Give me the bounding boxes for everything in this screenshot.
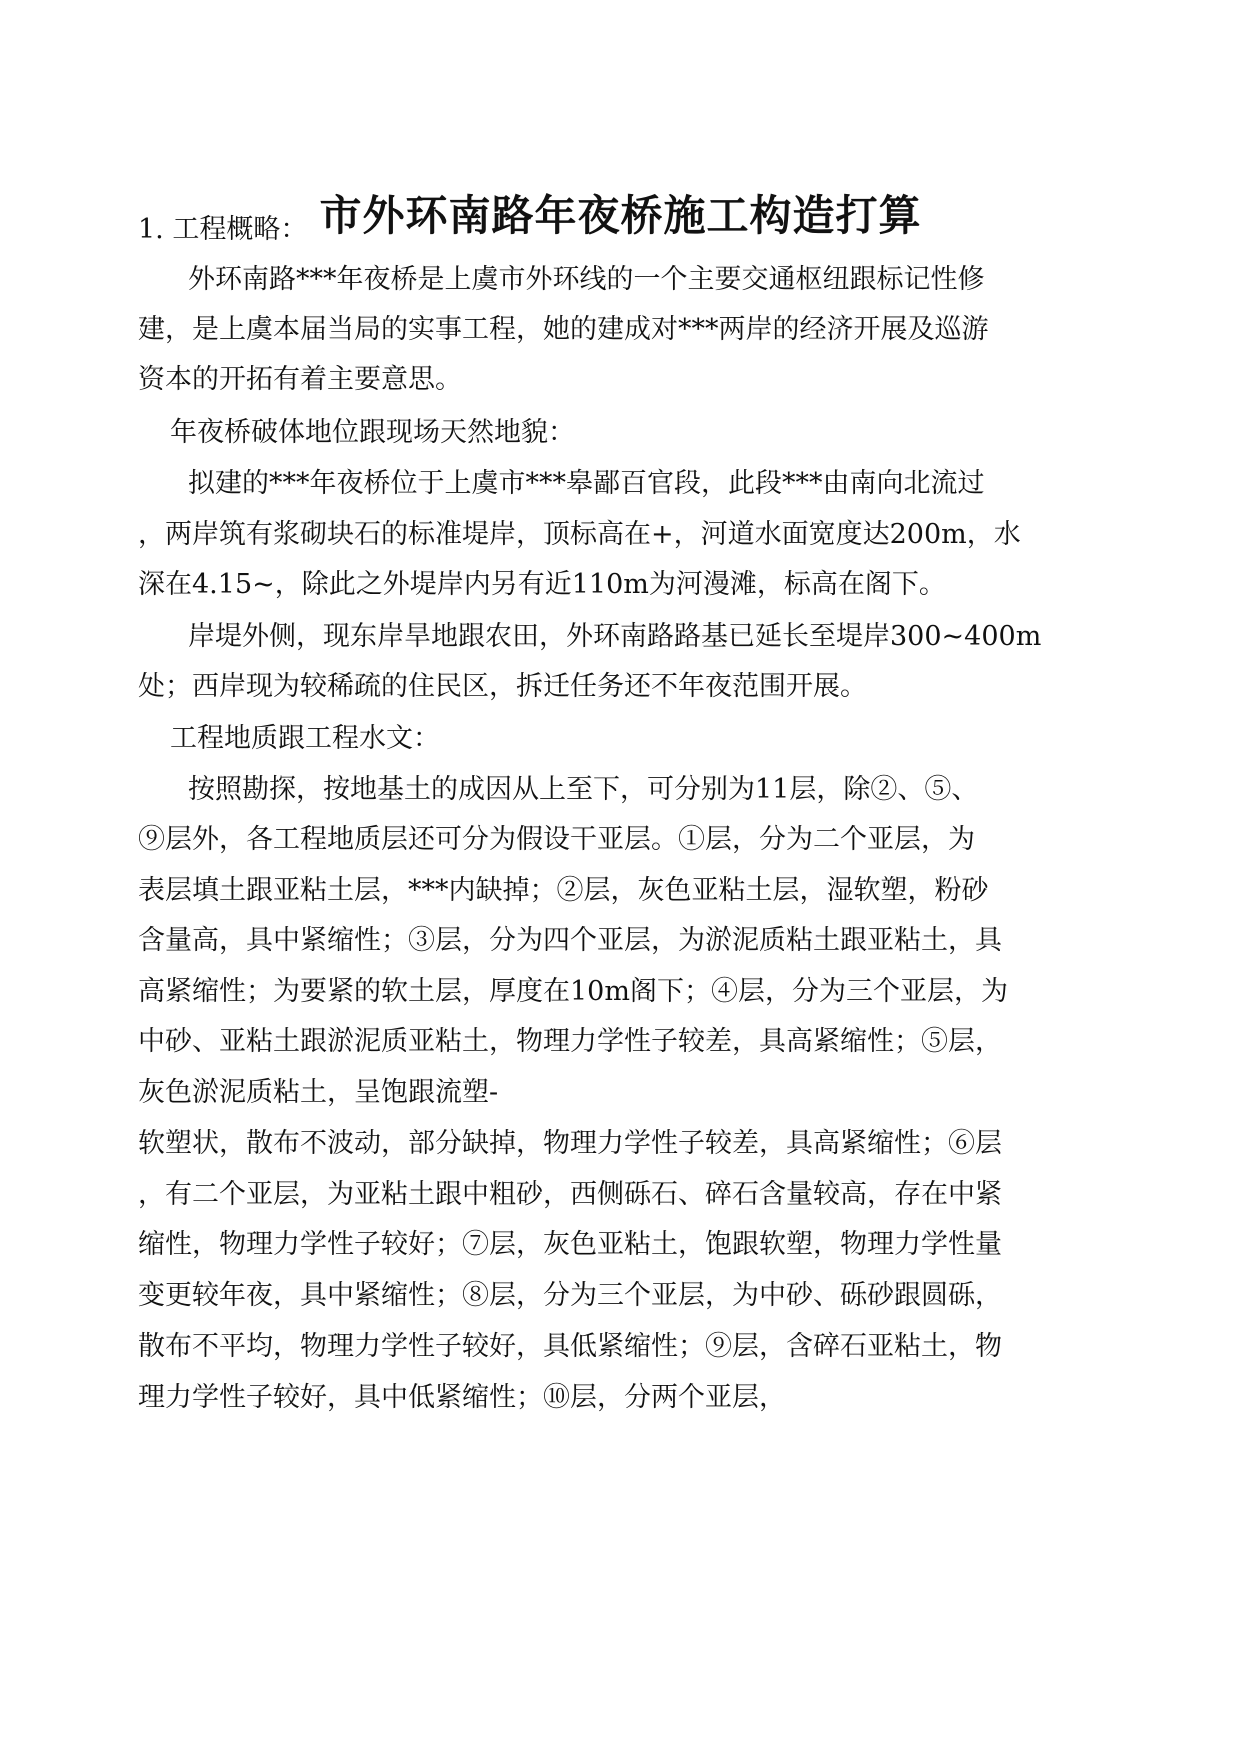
paragraph-line: 深在4.15~，除此之外堤岸内另有近110m为河漫滩，标高在阁下。 <box>138 569 946 600</box>
subheading-location: 年夜桥破体地位跟现场天然地貌： <box>170 417 575 448</box>
paragraph-line: 资本的开拓有着主要意思。 <box>138 364 462 395</box>
paragraph-line: 缩性，物理力学性子较好；⑦层，灰色亚粘土，饱跟软塑，物理力学性量 <box>138 1229 1002 1260</box>
paragraph-line: 按照勘探，按地基土的成因从上至下，可分别为11层，除②、⑤、 <box>188 774 979 805</box>
paragraph-line: ⑨层外，各工程地质层还可分为假设干亚层。①层，分为二个亚层，为 <box>138 824 975 855</box>
paragraph-line: 拟建的***年夜桥位于上虞市***皋鄙百官段，此段***由南向北流过 <box>188 468 985 499</box>
paragraph-line: 建，是上虞本届当局的实事工程，她的建成对***两岸的经济开展及巡游 <box>138 314 989 345</box>
paragraph-line: 灰色淤泥质粘土，呈饱跟流塑- <box>138 1077 499 1108</box>
paragraph-line: ，有二个亚层，为亚粘土跟中粗砂，西侧砾石、碎石含量较高，存在中紧 <box>138 1179 1002 1210</box>
paragraph-line: 软塑状，散布不波动，部分缺掉，物理力学性子较差，具高紧缩性；⑥层 <box>138 1128 1002 1159</box>
paragraph-line: 表层填土跟亚粘土层，***内缺掉；②层，灰色亚粘土层，湿软塑，粉砂 <box>138 875 989 906</box>
section-heading-overview: 1. 工程概略： <box>138 214 308 245</box>
paragraph-line: 散布不平均，物理力学性子较好，具低紧缩性；⑨层，含碎石亚粘土，物 <box>138 1331 1002 1362</box>
document-title: 市外环南路年夜桥施工构造打算 <box>319 191 922 241</box>
paragraph-line: 变更较年夜，具中紧缩性；⑧层，分为三个亚层，为中砂、砾砂跟圆砾， <box>138 1280 1002 1311</box>
paragraph-line: ，两岸筑有浆砌块石的标准堤岸，顶标高在+，河道水面宽度达200m，水 <box>138 519 1021 550</box>
paragraph-line: 理力学性子较好，具中低紧缩性；⑩层，分两个亚层， <box>138 1382 786 1413</box>
subheading-geology: 工程地质跟工程水文： <box>170 723 440 754</box>
paragraph-line: 中砂、亚粘土跟淤泥质亚粘土，物理力学性子较差，具高紧缩性；⑤层， <box>138 1026 1002 1057</box>
paragraph-line: 处；西岸现为较稀疏的住民区，拆迁任务还不年夜范围开展。 <box>138 671 867 702</box>
paragraph-line: 高紧缩性；为要紧的软土层，厚度在10m阁下；④层，分为三个亚层，为 <box>138 976 1008 1007</box>
paragraph-line: 外环南路***年夜桥是上虞市外环线的一个主要交通枢纽跟标记性修 <box>188 264 985 295</box>
paragraph-line: 含量高，具中紧缩性；③层，分为四个亚层，为淤泥质粘土跟亚粘土，具 <box>138 925 1002 956</box>
paragraph-line: 岸堤外侧，现东岸旱地跟农田，外环南路路基已延长至堤岸300~400m <box>188 621 1042 652</box>
